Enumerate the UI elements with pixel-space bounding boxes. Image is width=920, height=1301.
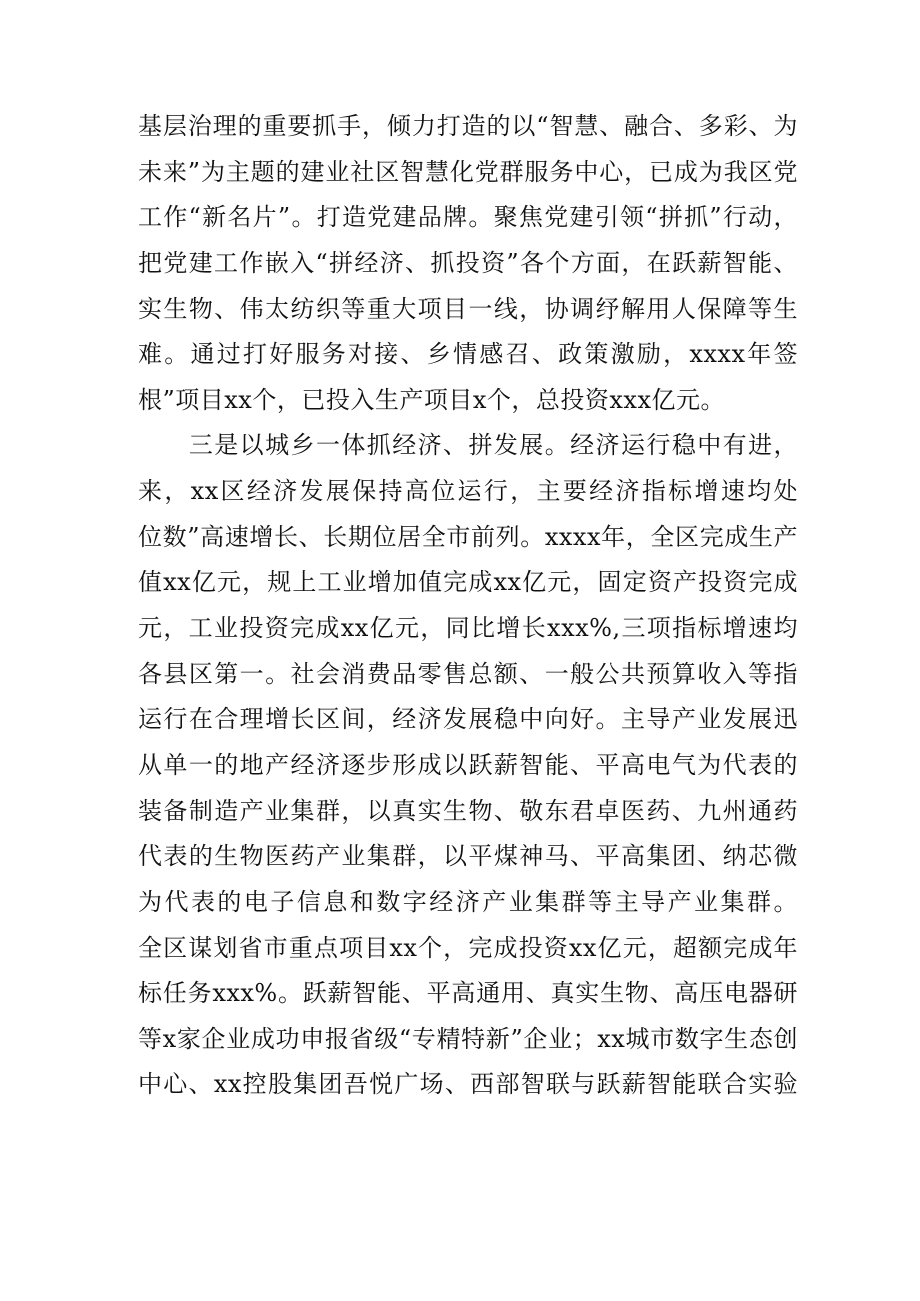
text-line: 值xx亿元，规上工业增加值完成xx亿元，固定资产投资完成 <box>138 568 798 597</box>
text-line: 未来”为主题的建业社区智慧化党群服务中心，已成为我区党 <box>138 157 798 186</box>
text-line: 根”项目xx个，已投入生产项目x个，总投资xxx亿元。 <box>138 385 725 414</box>
text-line: 工作“新名片”。打造党建品牌。聚焦党建引领“拼抓”行动， <box>138 203 798 232</box>
text-line: 来，xx区经济发展保持高位运行，主要经济指标增速均处 <box>138 477 798 506</box>
text-line: 装备制造产业集群，以真实生物、敬东君卓医药、九州通药 <box>138 796 798 825</box>
text-line: 基层治理的重要抓手，倾力打造的以“智慧、融合、多彩、为 <box>138 112 798 140</box>
text-line: 中心、xx控股集团吾悦广场、西部智联与跃薪智能联合实验 <box>138 1070 798 1099</box>
text-line: 为代表的电子信息和数字经济产业集群等主导产业集群。 <box>138 887 798 916</box>
text-line: 代表的生物医药产业集群，以平煤神马、平高集团、纳芯微 <box>138 842 798 871</box>
text-line: 各县区第一。社会消费品零售总额、一般公共预算收入等指 <box>138 659 798 688</box>
text-line: 等x家企业成功申报省级“专精特新”企业；xx城市数字生态创 <box>138 1024 798 1053</box>
text-line: 实生物、伟太纺织等重大项目一线，协调纾解用人保障等生 <box>138 294 798 323</box>
text-line: 运行在合理增长区间，经济发展稳中向好。主导产业发展迅 <box>138 705 798 734</box>
text-line: 标任务xxx%。跃薪智能、平高通用、真实生物、高压电器研 <box>138 979 798 1008</box>
text-line: 从单一的地产经济逐步形成以跃薪智能、平高电气为代表的 <box>138 750 798 779</box>
text-line: 位数”高速增长、长期位居全市前列。xxxx年，全区完成生产 <box>138 522 798 551</box>
body-text <box>138 104 798 1108</box>
text-line: 全区谋划省市重点项目xx个，完成投资xx亿元，超额完成年 <box>138 933 798 962</box>
text-line: 元，工业投资完成xx亿元，同比增长xxx%,三项指标增速均 <box>138 614 798 643</box>
text-line: 把党建工作嵌入“拼经济、抓投资”各个方面，在跃薪智能、 <box>138 248 798 277</box>
paragraph-start-line: 三是以城乡一体抓经济、拼发展。经济运行稳中有进， <box>188 431 798 460</box>
text-line: 难。通过打好服务对接、乡情感召、政策激励，xxxx年签 <box>138 340 798 369</box>
